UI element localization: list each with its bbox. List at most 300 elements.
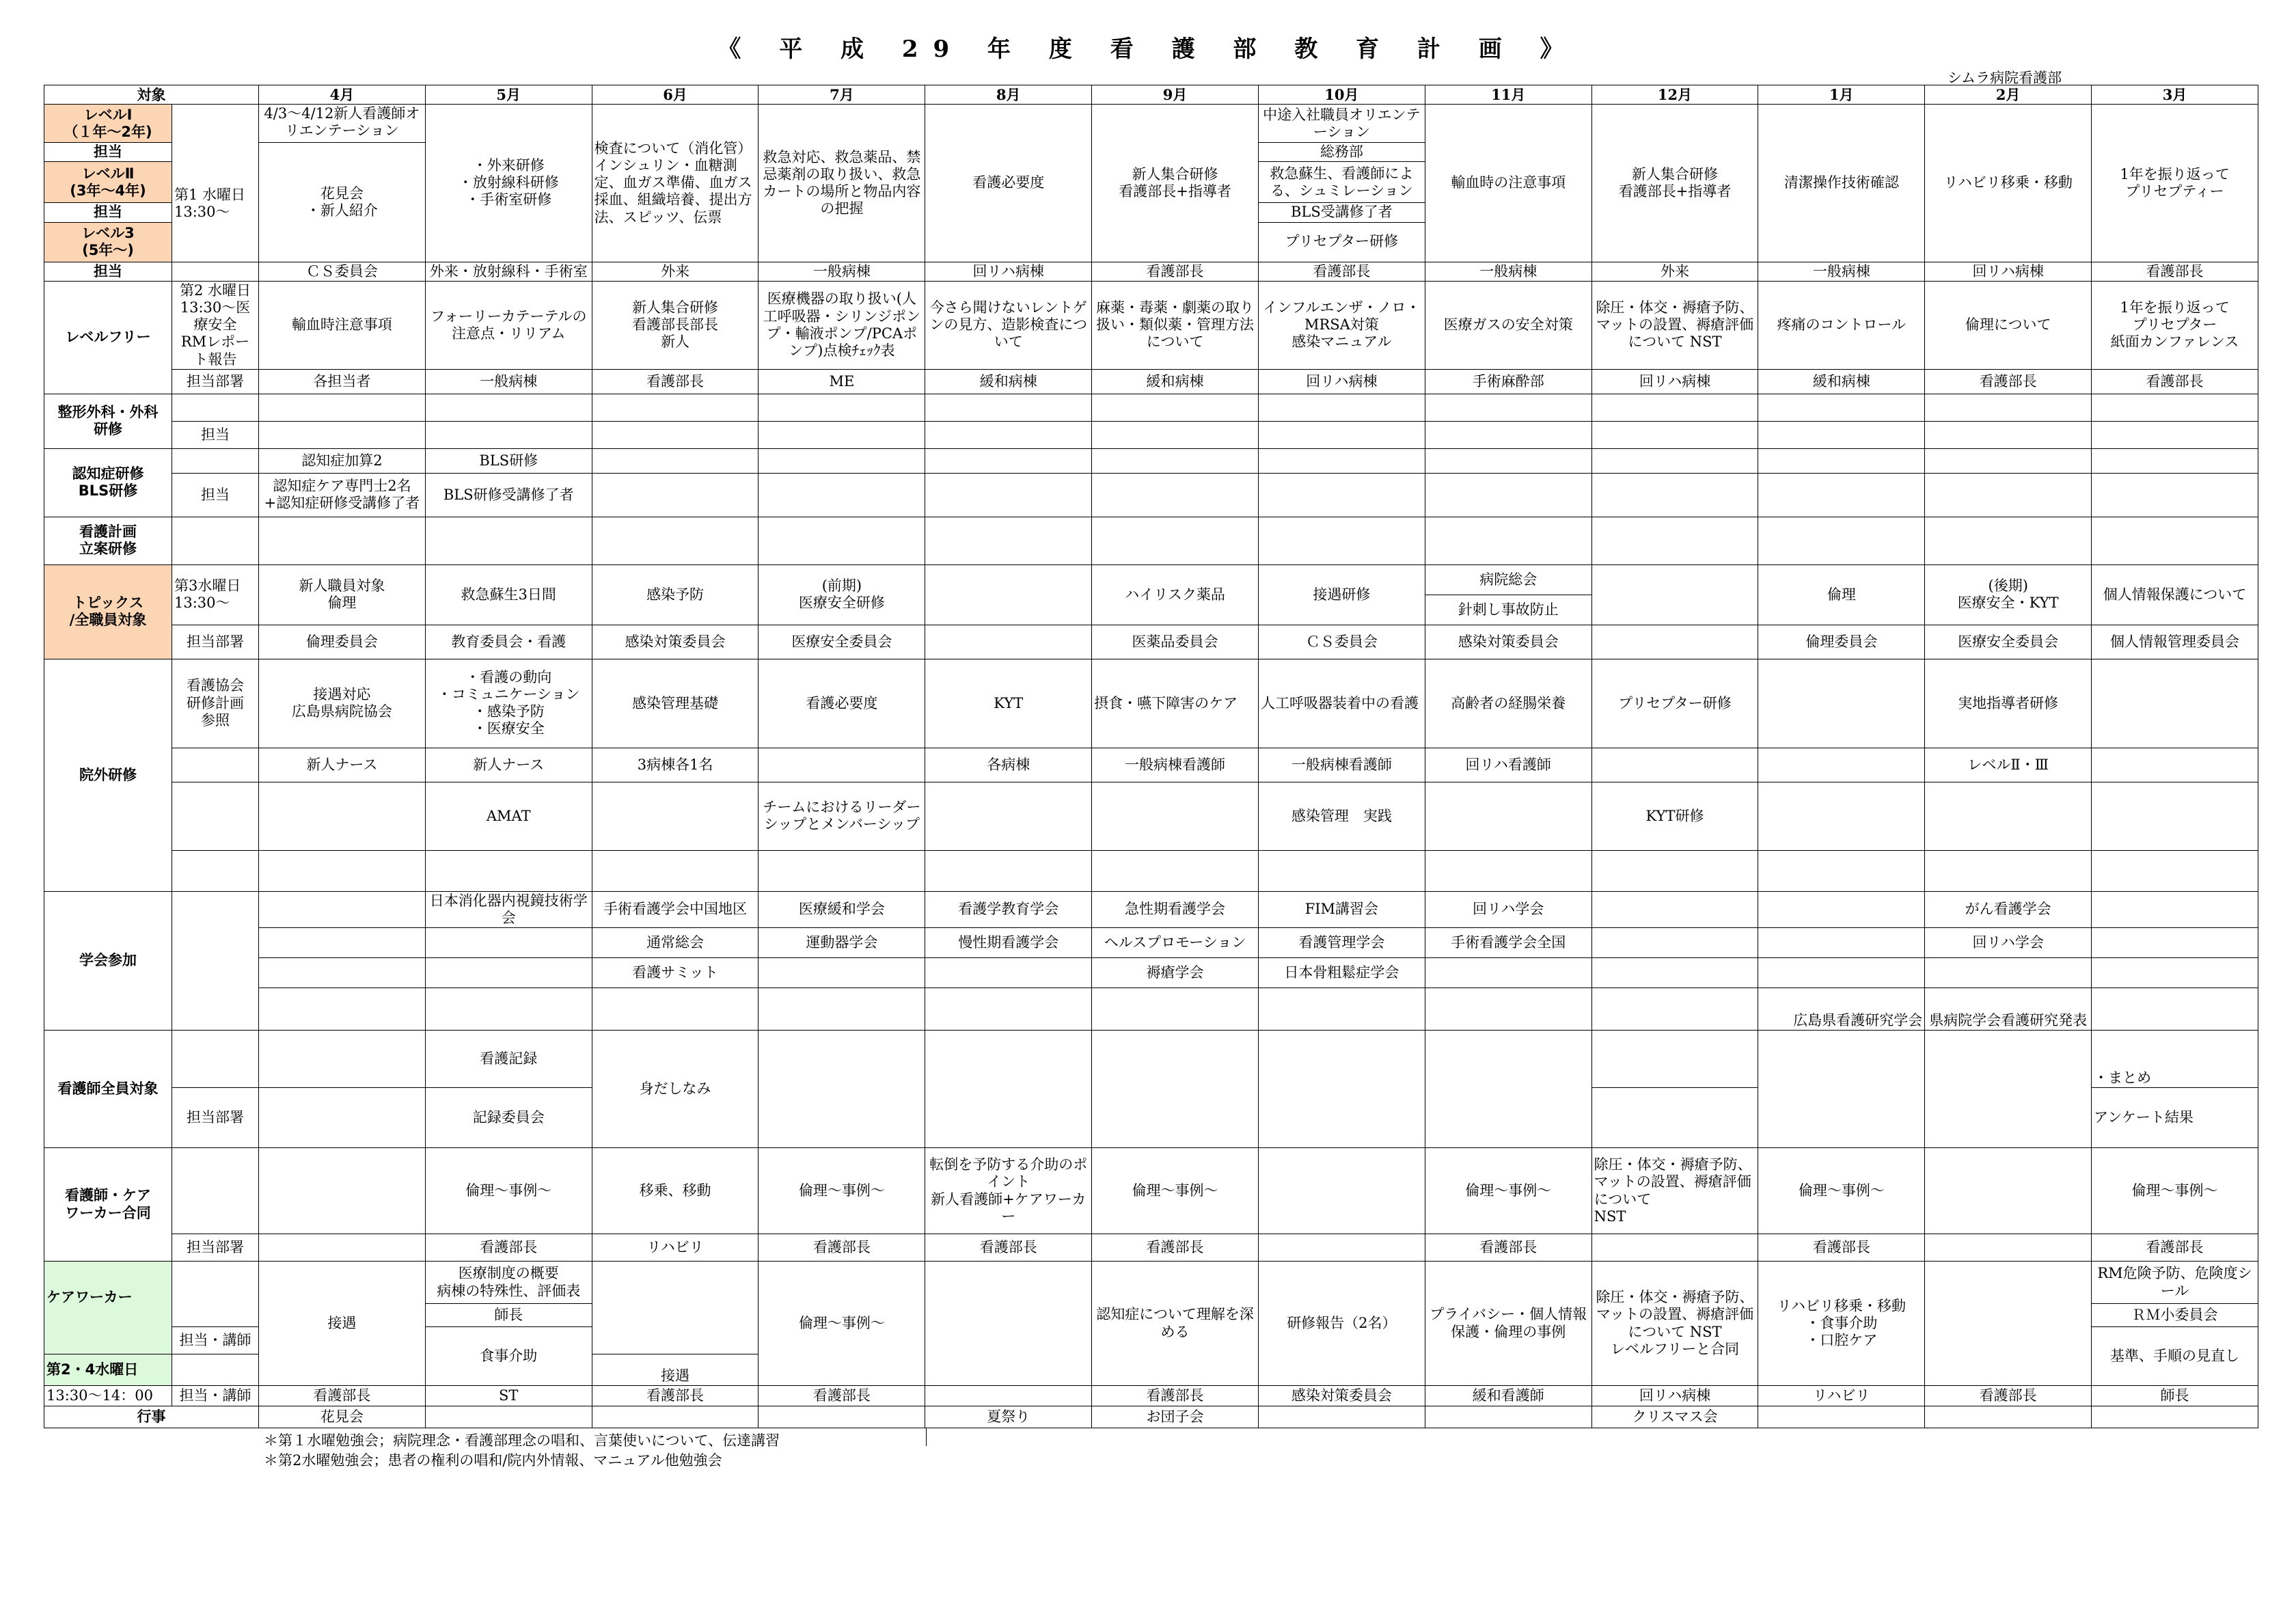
tanto-cell: [925, 1386, 1092, 1406]
conference-item: 慢性期看護学会: [925, 928, 1092, 958]
all-nurse-mar-a: ・まとめ: [2092, 1031, 2258, 1088]
level3-tanto: 担当: [44, 262, 172, 281]
outside-item: 感染管理基礎: [592, 659, 758, 748]
event-item: [2092, 1406, 2258, 1428]
ortho-tanto: 担当: [172, 421, 259, 448]
joint-item: [1258, 1148, 1425, 1234]
conference-item: 通常総会: [592, 928, 758, 958]
level-oct-c: 救急蘇生、看護師による、シュミレーション: [1258, 162, 1425, 203]
conference-row2: [44, 928, 2258, 958]
dept-label: 担当部署: [172, 369, 259, 394]
empty-cell: [172, 262, 259, 281]
outside-item: 実地指導者研修: [1925, 659, 2092, 748]
conference-item: [1758, 958, 1925, 988]
outside-item: [1092, 782, 1259, 850]
conference-item: [758, 958, 925, 988]
care-mar-b: ＲＭ小委員会: [2092, 1304, 2258, 1327]
topic-item: (後期) 医療安全・KYT: [1925, 564, 2092, 625]
dementia-may: BLS研修: [425, 448, 592, 473]
level3-label: レベル3 (5年〜): [44, 222, 172, 262]
event-item: [1925, 1406, 2092, 1428]
conference-item: [1591, 928, 1758, 958]
topic-item: [1591, 564, 1758, 625]
joint-item: 除圧・体交・褥瘡予防、マットの設置、褥瘡評価について NST: [1591, 1148, 1758, 1234]
level-jun: 検査について（消化管）インシュリン・血糖測定、血ガス準備、血ガス採血、組織培養、提出方法、スピッツ、伝票: [592, 105, 758, 262]
joint-item: 倫理〜事例〜: [425, 1148, 592, 1234]
care-jan: リハビリ移乗・移動 ・食事介助 ・口腔ケア: [1758, 1262, 1925, 1386]
events-row: [44, 1406, 2258, 1428]
dept-cell: 手術麻酔部: [1425, 369, 1591, 394]
level-oct-b: 総務部: [1258, 143, 1425, 162]
conference-item: 看護サミット: [592, 958, 758, 988]
conference-item: [1591, 988, 1758, 1031]
topic-item: (前期) 医療安全研修: [758, 564, 925, 625]
conference-item: 運動器学会: [758, 928, 925, 958]
outside-item: 新人ナース: [425, 748, 592, 782]
outside-label: 院外研修: [44, 659, 172, 891]
dept-cell: 倫理委員会: [259, 625, 426, 659]
conference-row4: [44, 988, 2258, 1031]
level-oct-d: BLS受講修了者: [1258, 203, 1425, 222]
conference-item: [1425, 988, 1591, 1031]
month-header: 1月: [1758, 85, 1925, 105]
outside-item: [1925, 782, 2092, 850]
orientation-cell: 4/3〜4/12新人看護師オリエンテーション: [259, 105, 426, 143]
event-item: [1258, 1406, 1425, 1428]
outside-item: 回リハ看護師: [1425, 748, 1591, 782]
all-nurse-may-b: 記録委員会: [425, 1088, 592, 1148]
conference-item: [592, 988, 758, 1031]
dept-cell: [1925, 1234, 2092, 1262]
tanto-cell: リハビリ: [1758, 1386, 1925, 1406]
dept-cell: 看護部長: [425, 1234, 592, 1262]
dept-cell: 回リハ病棟: [1258, 369, 1425, 394]
outside-row3: [44, 782, 2258, 850]
nursing-plan-label: 看護計画 立案研修: [44, 517, 172, 564]
dept-cell: 看護部長: [1425, 1234, 1591, 1262]
joint-item: 倫理〜事例〜: [1758, 1148, 1925, 1234]
dept-label: 担当部署: [172, 1234, 259, 1262]
tanto-cell: 回リハ病棟: [925, 262, 1092, 281]
outside-item: KYT研修: [1591, 782, 1758, 850]
conference-item: [2092, 928, 2258, 958]
outside-item: [1591, 748, 1758, 782]
joint-row: [44, 1148, 2258, 1234]
month-header: 10月: [1258, 85, 1425, 105]
outside-row2: [44, 748, 2258, 782]
tanto-cell: 回リハ病棟: [1925, 262, 2092, 281]
topic-item: 倫理: [1758, 564, 1925, 625]
month-header: 6月: [592, 85, 758, 105]
outside-item: [2092, 659, 2258, 748]
page-title: 《 平 成 29 年 度 看 護 部 教 育 計 画 》: [718, 36, 1578, 63]
conference-item: [2092, 988, 2258, 1031]
dementia-row: [44, 448, 2258, 473]
care-apr: 接遇: [259, 1262, 426, 1386]
conference-item: がん看護学会: [1925, 891, 2092, 927]
joint-item: 倫理〜事例〜: [758, 1148, 925, 1234]
level-mar: 1年を振り返って プリセプティー: [2092, 105, 2258, 262]
dept-cell: 看護部長: [1758, 1234, 1925, 1262]
conference-item: ヘルスプロモーション: [1092, 928, 1259, 958]
education-plan-table: [44, 85, 2258, 1428]
month-header: 11月: [1425, 85, 1591, 105]
care-worker-time: 13:30〜14：00: [44, 1386, 172, 1406]
level-tanto-row: [44, 262, 2258, 281]
tanto-cell: 看護部長: [1092, 1386, 1259, 1406]
conference-row3: [44, 958, 2258, 988]
tanto-cell: 回リハ病棟: [1591, 1386, 1758, 1406]
tanto-cell: ＣＳ委員会: [259, 262, 426, 281]
tanto-cell: 外来: [1591, 262, 1758, 281]
free-item: 1年を振り返って プリセプター 紙面カンファレンス: [2092, 281, 2258, 369]
care-mar-a: RM危険予防、危険度シール: [2092, 1262, 2258, 1304]
conference-item: 急性期看護学会: [1092, 891, 1259, 927]
dementia-tanto: 担当: [172, 473, 259, 517]
level-aug: 看護必要度: [925, 105, 1092, 262]
conference-item: [1258, 988, 1425, 1031]
event-item: 夏祭り: [925, 1406, 1092, 1428]
conference-row1: [44, 891, 2258, 927]
tanto-cell: 看護部長: [2092, 262, 2258, 281]
dept-cell: [1591, 1234, 1758, 1262]
all-nurse-may-a: 看護記録: [425, 1031, 592, 1088]
level-jan: 清潔操作技術確認: [1758, 105, 1925, 262]
outside-item: チームにおけるリーダーシップとメンバーシップ: [758, 782, 925, 850]
dementia-apr-tanto: 認知症ケア専門士2名+認知症研修受講修了者: [259, 473, 426, 517]
dept-cell: 医療安全委員会: [1925, 625, 2092, 659]
dept-label: 担当部署: [172, 1088, 259, 1148]
conference-item: 日本骨粗鬆症学会: [1258, 958, 1425, 988]
conference-item: [1591, 958, 1758, 988]
care-dec: 除圧・体交・褥瘡予防、マットの設置、褥瘡評価について NST レベルフリーと合同: [1591, 1262, 1758, 1386]
conference-item: FIM講習会: [1258, 891, 1425, 927]
outside-item: 看護必要度: [758, 659, 925, 748]
dept-cell: 倫理委員会: [1758, 625, 1925, 659]
dept-cell: 看護部長: [2092, 1234, 2258, 1262]
topic-nov-b: 針刺し事故防止: [1425, 595, 1591, 625]
outside-item: 一般病棟看護師: [1092, 748, 1259, 782]
topic-nov-a: 病院総会: [1425, 564, 1591, 595]
dept-cell: 一般病棟: [425, 369, 592, 394]
tanto-cell: 看護部長: [1092, 262, 1259, 281]
conference-item: [925, 988, 1092, 1031]
topic-item: 接遇研修: [1258, 564, 1425, 625]
topics-row: [44, 564, 2258, 595]
dept-cell: ME: [758, 369, 925, 394]
tanto-cell: 感染対策委員会: [1258, 1386, 1425, 1406]
outside-item: 人工呼吸器装着中の看護: [1258, 659, 1425, 748]
care-may-a: 医療制度の概要 病棟の特殊性、評価表: [425, 1262, 592, 1304]
free-item: 輸血時注意事項: [259, 281, 426, 369]
dementia-apr: 認知症加算2: [259, 448, 426, 473]
conference-item: [1758, 928, 1925, 958]
conference-item: [2092, 958, 2258, 988]
tanto-cell: 外来: [592, 262, 758, 281]
joint-label: 看護師・ケア ワーカー合同: [44, 1148, 172, 1262]
conference-item: 看護管理学会: [1258, 928, 1425, 958]
outside-item: [1425, 782, 1591, 850]
outside-item: [2092, 782, 2258, 850]
outside-item: [592, 782, 758, 850]
tanto-cell: 看護部長: [1258, 262, 1425, 281]
dept-cell: 個人情報管理委員会: [2092, 625, 2258, 659]
care-worker-row: [44, 1262, 2258, 1304]
event-item: 花見会: [259, 1406, 426, 1428]
outside-item: 感染管理 実践: [1258, 782, 1425, 850]
outside-item: [925, 782, 1092, 850]
outside-item: 一般病棟看護師: [1258, 748, 1425, 782]
dept-cell: 看護部長: [592, 369, 758, 394]
dept-cell: 緩和病棟: [1758, 369, 1925, 394]
all-nurse-jun: 身だしなみ: [592, 1031, 758, 1148]
joint-item: 移乗、移動: [592, 1148, 758, 1234]
dementia-label: 認知症研修 BLS研修: [44, 448, 172, 517]
all-nurse-row: [44, 1031, 2258, 1088]
tanto-cell: 師長: [2092, 1386, 2258, 1406]
conference-item: 県病院学会看護研究発表: [1925, 988, 2092, 1031]
outside-item: [1758, 659, 1925, 748]
level-apr-main: 花見会 ・新人紹介: [259, 143, 426, 262]
care-tanto-row: [44, 1386, 2258, 1406]
care-oct: 研修報告（2名）: [1258, 1262, 1425, 1386]
outside-item: ・看護の動向 ・コミュニケーション ・感染予防 ・医療安全: [425, 659, 592, 748]
dept-label: 担当部署: [172, 625, 259, 659]
free-item: 今さら聞けないレントゲンの見方、造影検査について: [925, 281, 1092, 369]
level-oct-a: 中途入社職員オリエンテーション: [1258, 105, 1425, 143]
outside-row1: [44, 659, 2258, 748]
tanto-cell: 一般病棟: [758, 262, 925, 281]
care-may-c: 食事介助: [425, 1327, 592, 1386]
joint-item: 倫理〜事例〜: [1425, 1148, 1591, 1234]
event-item: [1425, 1406, 1591, 1428]
divider-line: [926, 1428, 927, 1446]
conference-item: [1591, 891, 1758, 927]
dept-cell: 看護部長: [758, 1234, 925, 1262]
conference-label: 学会参加: [44, 891, 172, 1030]
event-item: [425, 1406, 592, 1428]
ortho-row: [44, 394, 2258, 421]
care-mar-c: 基準、手順の見直し: [2092, 1327, 2258, 1386]
outside-item: [1758, 748, 1925, 782]
free-item: 医療機器の取り扱い(人工呼吸器・シリンジポンプ・輸液ポンプ/PCAポンプ)点検ﾁｪｯｸ表: [758, 281, 925, 369]
topic-item: [925, 564, 1092, 625]
outside-item: [2092, 748, 2258, 782]
month-header: 4月: [259, 85, 426, 105]
outside-item: [758, 748, 925, 782]
dept-cell: リハビリ: [592, 1234, 758, 1262]
joint-item: 倫理〜事例〜: [1092, 1148, 1259, 1234]
dept-cell: 教育委員会・看護: [425, 625, 592, 659]
organization-name: シムラ病院看護部: [1948, 70, 2062, 86]
dept-cell: [925, 625, 1092, 659]
level-free-schedule: 第2 水曜日 13:30〜医療安全 RMレポート報告: [172, 281, 259, 369]
topic-item: 新人職員対象 倫理: [259, 564, 426, 625]
care-tanto: 担当・講師: [172, 1327, 259, 1354]
all-nurse-label: 看護師全員対象: [44, 1031, 172, 1148]
tanto-cell: 看護部長: [592, 1386, 758, 1406]
tanto-cell: ST: [425, 1386, 592, 1406]
free-item: 倫理について: [1925, 281, 2092, 369]
conference-item: [259, 958, 426, 988]
outside-item: AMAT: [425, 782, 592, 850]
joint-item: [259, 1148, 426, 1234]
conference-item: 手術看護学会中国地区: [592, 891, 758, 927]
month-header: 7月: [758, 85, 925, 105]
dept-cell: [1258, 1234, 1425, 1262]
outside-note: 看護協会 研修計画 参照: [172, 659, 259, 748]
conference-item: [259, 928, 426, 958]
conference-item: 医療緩和学会: [758, 891, 925, 927]
topic-item: ハイリスク薬品: [1092, 564, 1259, 625]
event-item: [592, 1406, 758, 1428]
joint-item: 転倒を予防する介助のポイント 新人看護師+ケアワーカー: [925, 1148, 1092, 1234]
care-worker-day: 第2・4水曜日: [44, 1354, 172, 1386]
care-sep: 認知症について理解を深める: [1092, 1262, 1259, 1386]
event-item: [758, 1406, 925, 1428]
conference-item: [425, 988, 592, 1031]
tanto-cell: 緩和看護師: [1425, 1386, 1591, 1406]
tanto-cell: 外来・放射線科・手術室: [425, 262, 592, 281]
footnotes: ＊第１水曜勉強会；病院理念・看護部理念の唱和、言葉使いについて、伝達講習 ＊第2水曜勉強会；患者の権利の唱和/院内外情報、マニュアル他勉強会: [264, 1432, 780, 1469]
conference-item: 日本消化器内視鏡技術学会: [425, 891, 592, 927]
dept-cell: [1591, 625, 1758, 659]
care-jun: 接遇: [592, 1354, 758, 1386]
topic-item: 救急蘇生3日間: [425, 564, 592, 625]
outside-item: 接遇対応 広島県病院協会: [259, 659, 426, 748]
event-item: お団子会: [1092, 1406, 1259, 1428]
ortho-label: 整形外科・外科 研修: [44, 394, 172, 448]
care-may-b: 師長: [425, 1304, 592, 1327]
outside-item: 高齢者の経腸栄養: [1425, 659, 1591, 748]
outside-item: 3病棟各1名: [592, 748, 758, 782]
care-jul: 倫理〜事例〜: [758, 1262, 925, 1386]
level-free-label: レベルフリー: [44, 281, 172, 394]
dept-cell: 回リハ病棟: [1591, 369, 1758, 394]
target-header: 対象: [44, 85, 259, 105]
conference-item: 看護学教育学会: [925, 891, 1092, 927]
conference-item: 回リハ学会: [1425, 891, 1591, 927]
tanto-cell: 一般病棟: [1758, 262, 1925, 281]
dept-cell: 医薬品委員会: [1092, 625, 1259, 659]
level-dec: 新人集合研修 看護部長+指導者: [1591, 105, 1758, 262]
conference-item: [425, 928, 592, 958]
conference-item: [1092, 988, 1259, 1031]
events-label: 行事: [44, 1406, 259, 1428]
outside-item: 摂食・嚥下障害のケア: [1092, 659, 1259, 748]
conference-item: [1925, 958, 2092, 988]
dept-cell: 看護部長: [1092, 1234, 1259, 1262]
conference-item: [259, 988, 426, 1031]
dept-cell: 看護部長: [925, 1234, 1092, 1262]
level-may: ・外来研修 ・放射線科研修 ・手術室研修: [425, 105, 592, 262]
free-item: 麻薬・毒薬・劇薬の取り扱い・類似薬・管理方法について: [1092, 281, 1259, 369]
level2-tanto: 担当: [44, 203, 172, 222]
topic-item: 個人情報保護について: [2092, 564, 2258, 625]
care-nov: プライバシー・個人情報保護・倫理の事例: [1425, 1262, 1591, 1386]
conference-item: 手術看護学会全国: [1425, 928, 1591, 958]
conference-item: 褥瘡学会: [1092, 958, 1259, 988]
conference-item: [925, 958, 1092, 988]
dept-cell: ＣＳ委員会: [1258, 625, 1425, 659]
dept-cell: 看護部長: [1925, 369, 2092, 394]
level1-tanto: 担当: [44, 143, 172, 162]
event-item: クリスマス会: [1591, 1406, 1758, 1428]
outside-item: [1758, 782, 1925, 850]
dept-cell: [259, 1234, 426, 1262]
conference-item: 広島県看護研究学会: [1758, 988, 1925, 1031]
topics-dept-row: [44, 625, 2258, 659]
month-header: 8月: [925, 85, 1092, 105]
free-item: 医療ガスの安全対策: [1425, 281, 1591, 369]
outside-item: 各病棟: [925, 748, 1092, 782]
free-item: 疼痛のコントロール: [1758, 281, 1925, 369]
free-item: インフルエンザ・ノロ・MRSA対策 感染マニュアル: [1258, 281, 1425, 369]
care-worker-label: ケアワーカー: [44, 1262, 172, 1354]
outside-item: KYT: [925, 659, 1092, 748]
month-header: 3月: [2092, 85, 2258, 105]
topics-label: トピックス /全職員対象: [44, 564, 172, 659]
free-item: 除圧・体交・褥瘡予防、マットの設置、褥瘡評価について NST: [1591, 281, 1758, 369]
tanto-cell: 看護部長: [259, 1386, 426, 1406]
level-sep: 新人集合研修 看護部長+指導者: [1092, 105, 1259, 262]
outside-item: [259, 782, 426, 850]
level-nov: 輸血時の注意事項: [1425, 105, 1591, 262]
tanto-cell: 看護部長: [1925, 1386, 2092, 1406]
dept-cell: 各担当者: [259, 369, 426, 394]
conference-item: [1425, 958, 1591, 988]
conference-item: [758, 988, 925, 1031]
conference-item: [2092, 891, 2258, 927]
level2-label: レベルⅡ (3年〜4年): [44, 162, 172, 203]
conference-item: 回リハ学会: [1925, 928, 2092, 958]
month-header: 9月: [1092, 85, 1259, 105]
event-item: [1758, 1406, 1925, 1428]
dept-cell: 感染対策委員会: [1425, 625, 1591, 659]
level-jul: 救急対応、救急薬品、禁忌薬剤の取り扱い、救急カートの場所と物品内容の把握: [758, 105, 925, 262]
care-tanto-label: 担当・講師: [172, 1386, 259, 1406]
tanto-cell: 一般病棟: [1425, 262, 1591, 281]
topic-item: 感染予防: [592, 564, 758, 625]
joint-item: [1925, 1148, 2092, 1234]
conference-item: [259, 891, 426, 927]
conference-item: [1758, 891, 1925, 927]
month-header: 5月: [425, 85, 592, 105]
header-row: [44, 85, 2258, 105]
outside-item: 新人ナース: [259, 748, 426, 782]
dept-cell: 医療安全委員会: [758, 625, 925, 659]
free-item: 新人集合研修 看護部長部長 新人: [592, 281, 758, 369]
level-schedule: 第1 水曜日 13:30〜: [172, 105, 259, 262]
joint-dept-row: [44, 1234, 2258, 1262]
all-nurse-mar-b: アンケート結果: [2092, 1088, 2258, 1148]
level1-label: レベルⅠ （１年〜2年): [44, 105, 172, 143]
outside-item: プリセプター研修: [1591, 659, 1758, 748]
joint-item: 倫理〜事例〜: [2092, 1148, 2258, 1234]
topics-schedule: 第3水曜日 13:30〜: [172, 564, 259, 625]
dept-cell: 緩和病棟: [925, 369, 1092, 394]
outside-item: レベルⅡ・Ⅲ: [1925, 748, 2092, 782]
dept-cell: 緩和病棟: [1092, 369, 1259, 394]
level-feb: リハビリ移乗・移動: [1925, 105, 2092, 262]
month-header: 2月: [1925, 85, 2092, 105]
month-header: 12月: [1591, 85, 1758, 105]
conference-item: [425, 958, 592, 988]
dept-cell: 看護部長: [2092, 369, 2258, 394]
dept-cell: 感染対策委員会: [592, 625, 758, 659]
dementia-may-tanto: BLS研修受講修了者: [425, 473, 592, 517]
level-oct-e: プリセプター研修: [1258, 222, 1425, 262]
